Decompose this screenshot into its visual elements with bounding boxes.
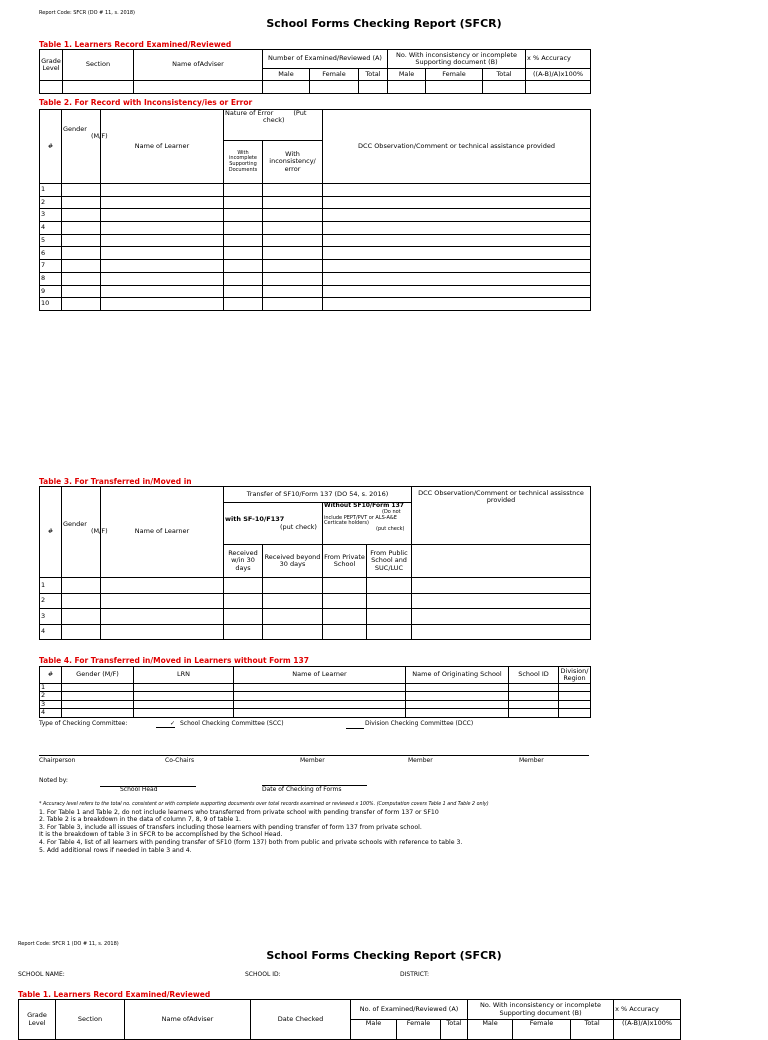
table3-caption: Table 3. For Transferred in/Moved in bbox=[39, 477, 192, 486]
hash-header: # bbox=[40, 110, 62, 184]
table-cell[interactable] bbox=[412, 609, 591, 625]
put-check-label-2: (put check) bbox=[376, 526, 405, 533]
dcc-label: Division Checking Committee (DCC) bbox=[365, 720, 474, 727]
table-cell[interactable] bbox=[62, 624, 101, 640]
examined-header: No. of Examined/Reviewed (A) bbox=[351, 1000, 468, 1020]
table-cell[interactable] bbox=[263, 184, 323, 197]
table-cell[interactable] bbox=[62, 247, 101, 260]
table-cell[interactable] bbox=[310, 81, 359, 94]
total-header: Total bbox=[571, 1020, 614, 1040]
table-cell[interactable] bbox=[426, 81, 483, 94]
note-2: 2. Table 2 is a breakdown in the data of column 7, 8, 9 of table 1. bbox=[39, 816, 242, 824]
note-5: 5. Add additional rows if needed in table 3 and 4. bbox=[39, 846, 192, 854]
table-cell[interactable] bbox=[40, 81, 63, 94]
table-cell[interactable] bbox=[101, 209, 224, 222]
row-number: 1 bbox=[40, 184, 62, 197]
table-cell[interactable] bbox=[234, 684, 406, 692]
table-cell[interactable] bbox=[62, 196, 101, 209]
noted-by-label: Noted by: bbox=[39, 777, 68, 784]
table-cell[interactable] bbox=[62, 222, 101, 235]
table-cell[interactable] bbox=[323, 609, 367, 625]
table-cell[interactable] bbox=[412, 545, 591, 578]
nature-header bbox=[224, 110, 323, 141]
without-sf10-header bbox=[323, 503, 412, 545]
table-cell[interactable] bbox=[263, 196, 323, 209]
page-title: School Forms Checking Report (SFCR) bbox=[266, 17, 502, 30]
table-cell[interactable] bbox=[101, 624, 224, 640]
table-cell[interactable] bbox=[526, 81, 591, 94]
inconsistency-header: No. With inconsistency or incomplete Supporting document (B) bbox=[388, 50, 526, 69]
table-cell[interactable] bbox=[388, 81, 426, 94]
table-cell[interactable] bbox=[62, 209, 101, 222]
table-cell[interactable] bbox=[509, 692, 559, 700]
notes bbox=[39, 801, 489, 854]
table-cell[interactable] bbox=[263, 234, 323, 247]
note-3: 3. For Table 3, include all issues of transfers including those learners with pending transfer of form 137 from private school. bbox=[39, 823, 422, 831]
page-title-2: School Forms Checking Report (SFCR) bbox=[266, 949, 502, 962]
table-cell[interactable] bbox=[224, 578, 263, 594]
table-cell[interactable] bbox=[412, 578, 591, 594]
table-cell[interactable] bbox=[509, 709, 559, 717]
report-code-2: Report Code: SFCR 1 (DO # 11, s. 2018) bbox=[18, 941, 119, 947]
table-cell[interactable] bbox=[367, 593, 412, 609]
table-cell[interactable] bbox=[134, 692, 234, 700]
member-label-2: Member bbox=[408, 757, 433, 764]
row-number: 9 bbox=[40, 285, 62, 298]
table-cell[interactable] bbox=[101, 247, 224, 260]
row-number: 8 bbox=[40, 272, 62, 285]
table-cell[interactable] bbox=[323, 298, 591, 311]
table-cell[interactable] bbox=[224, 298, 263, 311]
table-cell[interactable] bbox=[323, 196, 591, 209]
table-cell[interactable] bbox=[62, 285, 101, 298]
table-cell[interactable] bbox=[62, 234, 101, 247]
table-cell[interactable] bbox=[263, 260, 323, 273]
district-label: DISTRICT: bbox=[400, 971, 430, 978]
note-1: 1. For Table 1 and Table 2, do not include learners who transferred from private school with pending transfer of form 137 or SF10 bbox=[39, 808, 439, 816]
accuracy-header: x % Accuracy bbox=[526, 50, 591, 69]
gender-header bbox=[62, 110, 108, 184]
table-cell[interactable] bbox=[263, 298, 323, 311]
received-30-header: Received w/in 30 days bbox=[224, 545, 263, 578]
table-cell[interactable] bbox=[559, 692, 591, 700]
table-cell[interactable] bbox=[134, 81, 263, 94]
school-name-label: SCHOOL NAME: bbox=[18, 971, 65, 978]
table-cell[interactable] bbox=[62, 272, 101, 285]
row-number: 6 bbox=[40, 247, 62, 260]
male-header: Male bbox=[351, 1020, 397, 1040]
table-cell[interactable] bbox=[62, 260, 101, 273]
row-number: 7 bbox=[40, 260, 62, 273]
male-header: Male bbox=[263, 69, 310, 81]
with-sf10-header bbox=[224, 503, 323, 545]
table-cell[interactable] bbox=[101, 272, 224, 285]
table-cell[interactable] bbox=[224, 609, 263, 625]
table-cell[interactable] bbox=[224, 184, 263, 197]
table-cell[interactable] bbox=[263, 285, 323, 298]
table-cell[interactable] bbox=[367, 578, 412, 594]
without-sf10-label: Without SF10/Form 137 bbox=[324, 502, 404, 509]
table-cell[interactable] bbox=[63, 81, 134, 94]
row-number: 2 bbox=[40, 593, 62, 609]
table-cell[interactable] bbox=[323, 184, 591, 197]
table-cell[interactable] bbox=[224, 209, 263, 222]
table-cell[interactable] bbox=[323, 222, 591, 235]
accuracy-formula: ((A-B)/A)x100% bbox=[526, 69, 591, 81]
table4 bbox=[39, 666, 591, 718]
hash-header: # bbox=[40, 667, 62, 684]
table-cell[interactable] bbox=[101, 260, 224, 273]
table-cell[interactable] bbox=[559, 684, 591, 692]
table-cell[interactable] bbox=[323, 272, 591, 285]
female-header: Female bbox=[426, 69, 483, 81]
row-number: 10 bbox=[40, 298, 62, 311]
row-number: 2 bbox=[40, 692, 62, 700]
inconsistency-header: No. With inconsistency or incomplete Supporting document (B) bbox=[468, 1000, 614, 1020]
learner-header: Name of Learner bbox=[101, 110, 224, 184]
table-cell[interactable] bbox=[101, 222, 224, 235]
hash-header: # bbox=[40, 487, 62, 578]
table1 bbox=[39, 49, 591, 94]
table-cell[interactable] bbox=[323, 247, 591, 260]
table-cell[interactable] bbox=[483, 81, 526, 94]
table-cell[interactable] bbox=[62, 692, 134, 700]
received-beyond-header: Received beyond 30 days bbox=[263, 545, 323, 578]
row-number: 1 bbox=[40, 684, 62, 692]
date-checked-header: Date Checked bbox=[251, 1000, 351, 1040]
table-cell[interactable] bbox=[323, 578, 367, 594]
table-cell[interactable] bbox=[559, 700, 591, 708]
table-cell[interactable] bbox=[412, 593, 591, 609]
total-header: Total bbox=[441, 1020, 468, 1040]
table-cell[interactable] bbox=[101, 578, 224, 594]
table-cell[interactable] bbox=[224, 260, 263, 273]
gender-label: Gender bbox=[63, 520, 87, 528]
committee-type-label: Type of Checking Committee: bbox=[39, 720, 128, 727]
check-label: check) bbox=[263, 116, 285, 125]
transfer-header: Transfer of SF10/Form 137 (DO 54, s. 2016) bbox=[224, 487, 412, 503]
table-cell[interactable] bbox=[134, 700, 234, 708]
table-cell[interactable] bbox=[367, 624, 412, 640]
table3 bbox=[39, 486, 591, 640]
table-cell[interactable] bbox=[224, 593, 263, 609]
table-cell[interactable] bbox=[263, 624, 323, 640]
table-cell[interactable] bbox=[224, 222, 263, 235]
row-number: 3 bbox=[40, 609, 62, 625]
table-cell[interactable] bbox=[263, 222, 323, 235]
table-cell[interactable] bbox=[101, 285, 224, 298]
female-header: Female bbox=[310, 69, 359, 81]
include-label: include PEPT/PVT or ALS-A&E Certicate holders) bbox=[324, 514, 397, 527]
report-code: Report Code: SFCR (DO # 11, s. 2018) bbox=[39, 10, 135, 16]
table-cell[interactable] bbox=[62, 609, 101, 625]
table-cell[interactable] bbox=[263, 247, 323, 260]
learner-header: Name of Learner bbox=[234, 667, 406, 684]
table-cell[interactable] bbox=[406, 700, 509, 708]
grade-level-header: Grade Level bbox=[40, 50, 63, 81]
accuracy-note: * Accuracy level refers to the total no. consistent or with complete supporting documents over total records examined or reviewed x 100%. (Computation covers Table 1 and Table 2 only) bbox=[39, 802, 489, 807]
examined-header: Number of Examined/Reviewed (A) bbox=[263, 50, 388, 69]
table-cell[interactable] bbox=[323, 593, 367, 609]
table-cell[interactable] bbox=[323, 285, 591, 298]
from-private-header: From Private School bbox=[323, 545, 367, 578]
member-label-1: Member bbox=[300, 757, 325, 764]
member-label-3: Member bbox=[519, 757, 544, 764]
table-cell[interactable] bbox=[323, 234, 591, 247]
school-head-label: School Head bbox=[120, 786, 158, 793]
table-cell[interactable] bbox=[234, 700, 406, 708]
table-cell[interactable] bbox=[62, 700, 134, 708]
table2-caption: Table 2. For Record with Inconsistency/ies or Error bbox=[39, 98, 253, 107]
table-cell[interactable] bbox=[509, 684, 559, 692]
gender-mf-label: (M/F) bbox=[91, 132, 108, 141]
male-header: Male bbox=[468, 1020, 513, 1040]
table-cell[interactable] bbox=[263, 609, 323, 625]
with-inconsistency-header: With inconsistency/ error bbox=[263, 141, 323, 184]
table2 bbox=[39, 109, 591, 311]
table-cell[interactable] bbox=[101, 196, 224, 209]
section-header: Section bbox=[63, 50, 134, 81]
table-cell[interactable] bbox=[234, 709, 406, 717]
lrn-header: LRN bbox=[134, 667, 234, 684]
table-cell[interactable] bbox=[224, 624, 263, 640]
female-header: Female bbox=[397, 1020, 441, 1040]
adviser-header: Name ofAdviser bbox=[125, 1000, 251, 1040]
division-header: Division/ Region bbox=[559, 667, 591, 684]
total-header: Total bbox=[359, 69, 388, 81]
table-cell[interactable] bbox=[263, 209, 323, 222]
section-header: Section bbox=[56, 1000, 125, 1040]
row-number: 3 bbox=[40, 209, 62, 222]
table-cell[interactable] bbox=[359, 81, 388, 94]
table-cell[interactable] bbox=[263, 578, 323, 594]
table-cell[interactable] bbox=[224, 272, 263, 285]
chairperson-label: Chairperson bbox=[39, 757, 76, 764]
grade-level-header: Grade Level bbox=[19, 1000, 56, 1040]
dcc-header: DCC Observation/Comment or technical assistance provided bbox=[323, 110, 591, 184]
table-cell[interactable] bbox=[224, 247, 263, 260]
total-header: Total bbox=[483, 69, 526, 81]
row-number: 4 bbox=[40, 222, 62, 235]
table-cell[interactable] bbox=[406, 692, 509, 700]
table-cell[interactable] bbox=[234, 692, 406, 700]
table-cell[interactable] bbox=[224, 234, 263, 247]
signature-line bbox=[39, 755, 589, 756]
table-cell[interactable] bbox=[559, 709, 591, 717]
table-cell[interactable] bbox=[509, 700, 559, 708]
table1-caption-2: Table 1. Learners Record Examined/Reviewed bbox=[18, 990, 211, 999]
row-number: 3 bbox=[40, 700, 62, 708]
cochairs-label: Co-Chairs bbox=[165, 757, 195, 764]
table-cell[interactable] bbox=[323, 209, 591, 222]
note-4: 4. For Table 4, list of all learners with pending transfer of SF10 (form 137) both from public and private schools with reference to table 3. bbox=[39, 838, 463, 846]
table1-page2 bbox=[18, 999, 681, 1040]
table-cell[interactable] bbox=[101, 234, 224, 247]
date-checking-label: Date of Checking of Forms bbox=[262, 786, 342, 793]
table4-caption: Table 4. For Transferred in/Moved in Learners without Form 137 bbox=[39, 656, 309, 665]
do-not-label: (Do not bbox=[382, 508, 401, 515]
table-cell[interactable] bbox=[323, 624, 367, 640]
accuracy-header: x % Accuracy bbox=[614, 1000, 681, 1020]
table-cell[interactable] bbox=[406, 684, 509, 692]
scc-label: School Checking Committee (SCC) bbox=[180, 720, 284, 727]
row-number: 1 bbox=[40, 578, 62, 594]
table-cell[interactable] bbox=[134, 709, 234, 717]
table-cell[interactable] bbox=[263, 272, 323, 285]
row-number: 5 bbox=[40, 234, 62, 247]
origin-header: Name of Originating School bbox=[406, 667, 509, 684]
scc-checkbox[interactable]: ✓ bbox=[156, 720, 175, 728]
table-cell[interactable] bbox=[263, 593, 323, 609]
table-cell[interactable] bbox=[406, 709, 509, 717]
row-number: 2 bbox=[40, 196, 62, 209]
table-cell[interactable] bbox=[101, 593, 224, 609]
table-cell[interactable] bbox=[62, 593, 101, 609]
put-label: (Put bbox=[293, 109, 307, 117]
male-header: Male bbox=[388, 69, 426, 81]
table-cell[interactable] bbox=[224, 285, 263, 298]
table-cell[interactable] bbox=[101, 184, 224, 197]
school-id-label: SCHOOL ID: bbox=[245, 971, 281, 978]
table-cell[interactable] bbox=[62, 709, 134, 717]
table-cell[interactable] bbox=[323, 260, 591, 273]
row-number: 4 bbox=[40, 709, 62, 717]
table-cell[interactable] bbox=[263, 81, 310, 94]
dcc-checkbox[interactable] bbox=[346, 728, 364, 729]
table-cell[interactable] bbox=[101, 298, 224, 311]
gender-header: Gender (M/F) bbox=[62, 667, 134, 684]
table-cell[interactable] bbox=[412, 624, 591, 640]
table-cell[interactable] bbox=[62, 298, 101, 311]
table-cell[interactable] bbox=[62, 578, 101, 594]
note-3b: It is the breakdown of table 3 in SFCR to be accomplished by the School Head. bbox=[39, 831, 283, 839]
accuracy-formula: ((A-B)/A)x100% bbox=[614, 1020, 681, 1040]
with-sf10-label: with SF-10/F137 bbox=[225, 515, 285, 524]
table-cell[interactable] bbox=[134, 684, 234, 692]
school-id-header: School ID bbox=[509, 667, 559, 684]
with-incomplete-header: With incomplete Supporting Documents bbox=[224, 141, 263, 184]
table-cell[interactable] bbox=[224, 196, 263, 209]
female-header: Female bbox=[513, 1020, 571, 1040]
table1-caption: Table 1. Learners Record Examined/Reviewed bbox=[39, 40, 232, 49]
gender-mf-label: (M/F) bbox=[91, 527, 108, 536]
table-cell[interactable] bbox=[62, 684, 134, 692]
table-cell[interactable] bbox=[367, 609, 412, 625]
gender-header bbox=[62, 487, 108, 578]
nature-label: Nature of Error bbox=[225, 109, 274, 117]
table-cell[interactable] bbox=[62, 184, 101, 197]
adviser-header: Name ofAdviser bbox=[134, 50, 263, 81]
gender-label: Gender bbox=[63, 125, 87, 133]
dcc-header: DCC Observation/Comment or technical assisstnce provided bbox=[412, 487, 591, 545]
put-check-label: (put check) bbox=[280, 522, 317, 531]
table-cell[interactable] bbox=[101, 609, 224, 625]
row-number: 4 bbox=[40, 624, 62, 640]
learner-header: Name of Learner bbox=[101, 487, 224, 578]
from-public-header: From Public School and SUC/LUC bbox=[367, 545, 412, 578]
